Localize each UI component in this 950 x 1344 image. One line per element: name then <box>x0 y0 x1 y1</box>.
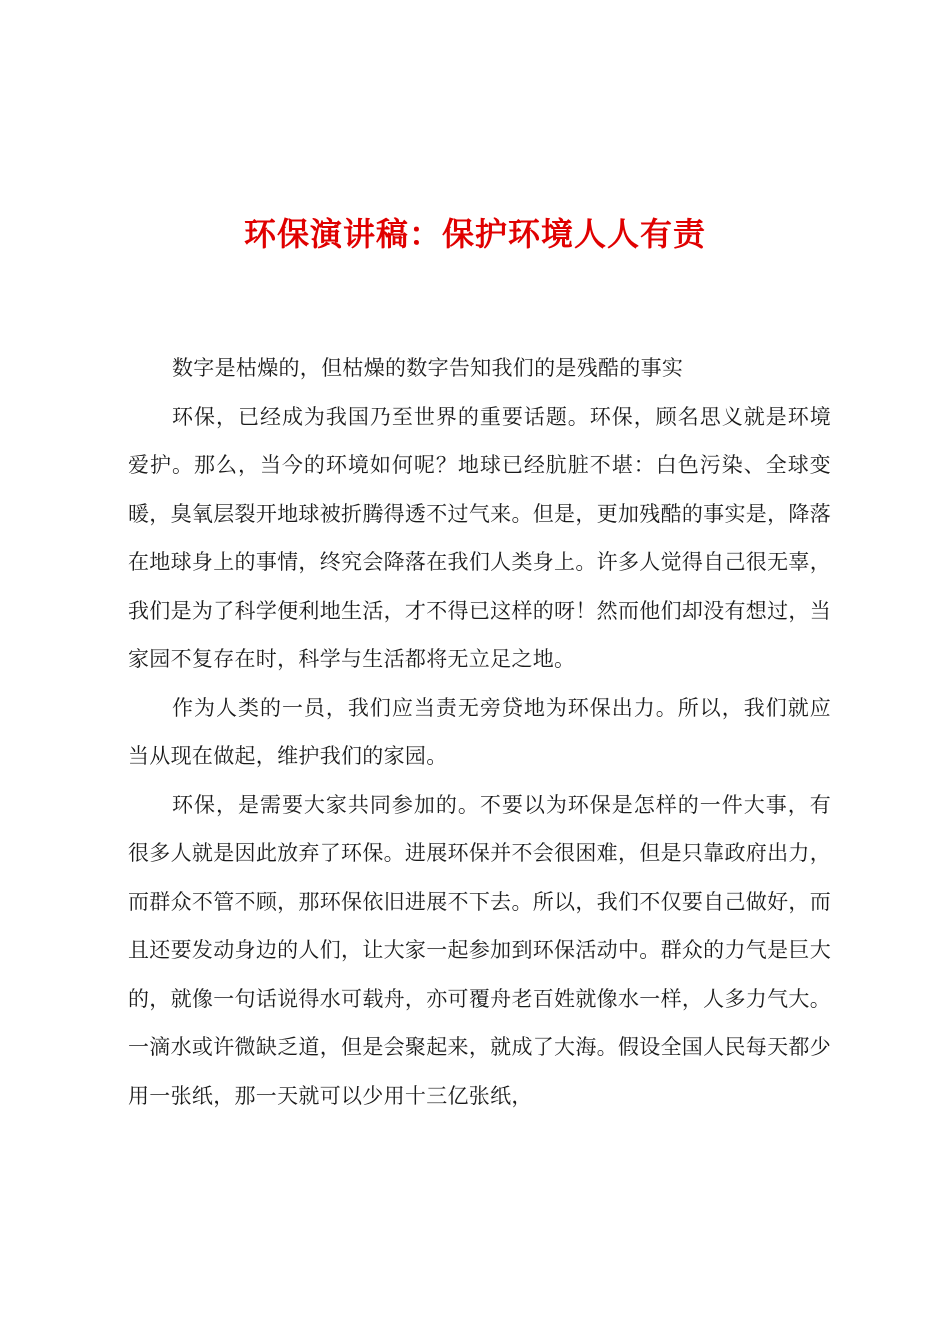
paragraph-1: 数字是枯燥的，但枯燥的数字告知我们的是残酷的事实 <box>172 356 684 380</box>
paragraph-2: 环保，已经成为我国乃至世界的重要话题。环保，顾名思义就是环境爱护。那么，当今的环境如何呢？地球已经肮脏不堪：白色污染、全球变暖，臭氧层裂开地球被折腾得透不过气来。但是，更加残酷的事实是，降落在地球身上的事情，终究会降落在我们人类身上。许多人觉得自己很无辜，我们是为了科学便利地生活，才不得已这样的呀！然而他们却没有想过，当家园不复存在时，科学与生活都将无立足之地。 <box>128 404 831 671</box>
document-title: 环保演讲稿：保护环境人人有责 <box>243 215 706 253</box>
paragraph-3: 作为人类的一员，我们应当责无旁贷地为环保出力。所以，我们就应当从现在做起，维护我们的家园。 <box>128 695 831 768</box>
paragraph-4: 环保，是需要大家共同参加的。不要以为环保是怎样的一件大事，有很多人就是因此放弃了环保。进展环保并不会很困难，但是只靠政府出力，而群众不管不顾，那环保依旧进展不下去。所以，我们不仅要自己做好，而且还要发动身边的人们，让大家一起参加到环保活动中。群众的力气是巨大的，就像一句话说得水可载舟，亦可覆舟老百姓就像水一样，人多力气大。一滴水或许微缺乏道，但是会聚起来，就成了大海。假设全国人民每天都少用一张纸，那一天就可以少用十三亿张纸， <box>128 792 831 1108</box>
document-body <box>128 344 831 1120</box>
